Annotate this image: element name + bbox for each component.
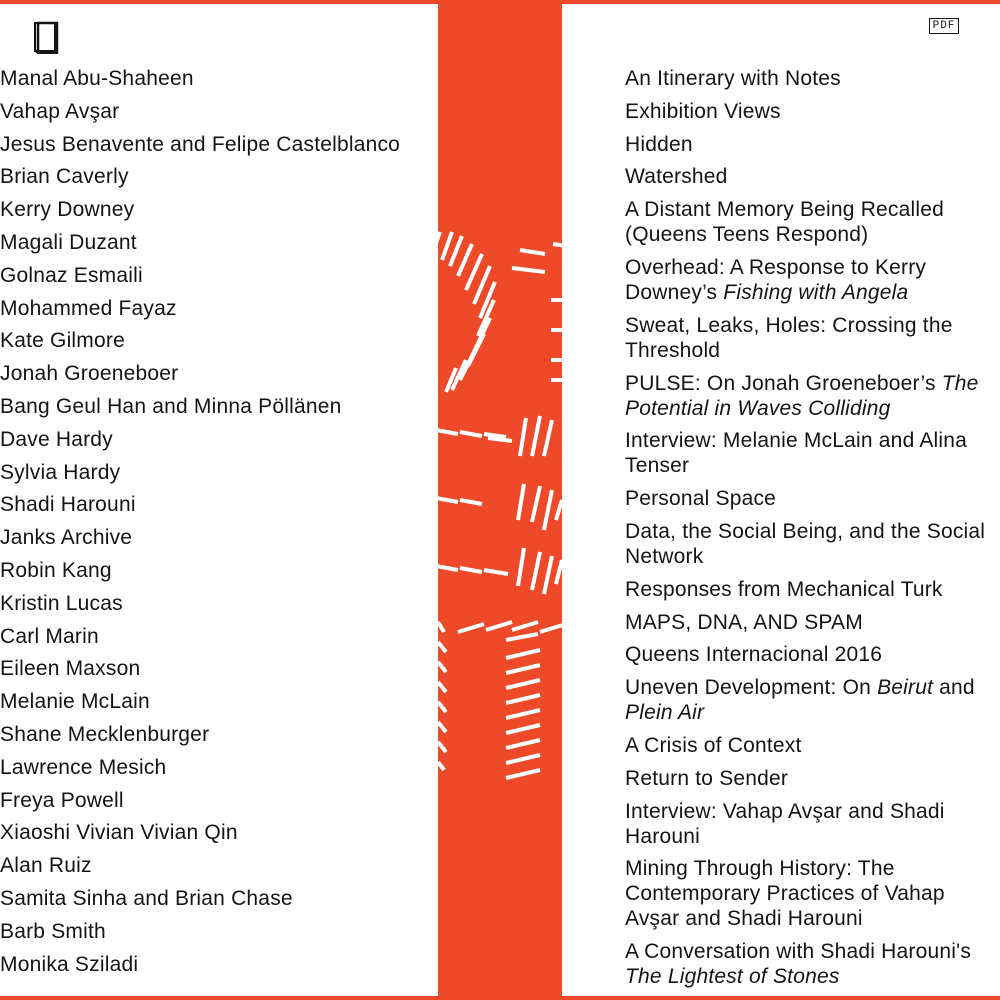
hatch-stroke bbox=[438, 702, 446, 712]
hatch-stroke bbox=[532, 486, 540, 522]
artist-item[interactable]: Eileen Maxson bbox=[0, 657, 141, 681]
hatch-stroke bbox=[460, 432, 482, 436]
essay-title-italic: The Lightest of Stones bbox=[625, 965, 840, 989]
hatch-stroke bbox=[438, 682, 446, 692]
artist-item[interactable]: Melanie McLain bbox=[0, 690, 150, 714]
artist-list bbox=[0, 66, 420, 984]
hatch-stroke bbox=[436, 430, 458, 434]
artist-item[interactable]: Carl Marin bbox=[0, 624, 99, 648]
essay-title-text: Uneven Development: On bbox=[625, 676, 878, 700]
hatch-stroke bbox=[466, 254, 482, 290]
hatch-stroke bbox=[506, 725, 540, 733]
artist-item[interactable]: Sylvia Hardy bbox=[0, 460, 121, 484]
artist-item[interactable]: Jesus Benavente and Felipe Castelblanco bbox=[0, 132, 401, 156]
essay-item[interactable] bbox=[625, 313, 1000, 363]
essay-item[interactable] bbox=[625, 486, 1000, 511]
hatch-stroke bbox=[438, 642, 446, 652]
hatch-stroke bbox=[438, 762, 444, 770]
artist-item[interactable]: Vahap Avşar bbox=[0, 99, 120, 123]
essay-title-text: Watershed bbox=[625, 165, 728, 189]
hatch-stroke bbox=[520, 418, 526, 456]
essay-title-text: Mining Through History: The Contemporary Practices of Vahap Avşar and Shadi Harouni bbox=[625, 857, 945, 931]
essay-item[interactable] bbox=[625, 610, 1000, 635]
artist-item[interactable]: Mohammed Fayaz bbox=[0, 296, 177, 320]
essay-title-italic: Beirut bbox=[877, 676, 934, 700]
artist-item[interactable]: Brian Caverly bbox=[0, 165, 129, 189]
hatch-stroke bbox=[436, 566, 458, 570]
essay-title-italic: Fishing with Angela bbox=[723, 280, 909, 304]
essay-title-text: Overhead: A Response to Kerry Downey’s bbox=[625, 255, 927, 304]
essay-item[interactable] bbox=[625, 99, 1000, 124]
essay-item[interactable] bbox=[625, 733, 1000, 758]
hatch-stroke bbox=[506, 680, 540, 688]
hatch-stroke bbox=[518, 484, 524, 520]
hatch-stroke bbox=[556, 500, 562, 520]
artist-item[interactable]: Kristin Lucas bbox=[0, 591, 123, 615]
artist-item[interactable]: Golnaz Esmaili bbox=[0, 263, 143, 287]
essay-item[interactable] bbox=[625, 642, 1000, 667]
essay-item[interactable] bbox=[625, 675, 1000, 725]
hatch-stroke bbox=[506, 755, 540, 763]
essay-item[interactable] bbox=[625, 856, 1000, 931]
artist-item[interactable]: Barb Smith bbox=[0, 919, 106, 943]
hatch-stroke bbox=[506, 770, 540, 778]
artist-item[interactable]: Lawrence Mesich bbox=[0, 755, 167, 779]
essay-item[interactable] bbox=[625, 132, 1000, 157]
hatch-stroke bbox=[506, 650, 540, 658]
essay-item[interactable] bbox=[625, 371, 1000, 421]
essay-title-text: Responses from Mechanical Turk bbox=[625, 577, 943, 601]
hatch-stroke bbox=[532, 416, 540, 456]
essay-title-text: A Conversation with Shadi Harouni's bbox=[625, 940, 972, 964]
essay-title-text: Sweat, Leaks, Holes: Crossing the Threshold bbox=[625, 313, 953, 362]
artist-item[interactable]: Monika Sziladi bbox=[0, 952, 139, 976]
essay-item[interactable] bbox=[625, 577, 1000, 602]
essay-item[interactable] bbox=[625, 66, 1000, 91]
hatch-stroke bbox=[436, 498, 458, 502]
essay-title-text: Interview: Melanie McLain and Alina Tenser bbox=[625, 429, 968, 478]
hatch-stroke bbox=[438, 622, 444, 632]
artist-item[interactable]: Samita Sinha and Brian Chase bbox=[0, 886, 293, 910]
hatch-stroke bbox=[458, 624, 484, 632]
artist-item[interactable]: Shane Mecklenburger bbox=[0, 722, 210, 746]
hatch-stroke bbox=[488, 438, 512, 441]
hatch-stroke bbox=[438, 722, 446, 732]
hatch-stroke bbox=[484, 570, 508, 574]
essay-title-italic: Plein Air bbox=[625, 701, 705, 725]
top-border bbox=[0, 0, 1000, 4]
hatch-stroke bbox=[544, 420, 552, 456]
hatch-stroke bbox=[544, 490, 552, 530]
essay-item[interactable] bbox=[625, 939, 1000, 989]
artist-item[interactable]: Alan Ruiz bbox=[0, 854, 92, 878]
hatch-stroke bbox=[438, 662, 446, 672]
hatch-stroke bbox=[532, 552, 540, 590]
essay-title-text: PULSE: On Jonah Groeneboer’s bbox=[625, 371, 942, 395]
hatch-stroke bbox=[506, 710, 540, 718]
essay-title-text: Queens Internacional 2016 bbox=[625, 643, 883, 667]
essay-item[interactable] bbox=[625, 766, 1000, 791]
hatch-stroke bbox=[460, 500, 482, 504]
artist-item[interactable]: Kate Gilmore bbox=[0, 329, 125, 353]
artist-item[interactable]: Janks Archive bbox=[0, 526, 133, 550]
hatch-stroke bbox=[544, 556, 552, 594]
artist-item[interactable]: Shadi Harouni bbox=[0, 493, 136, 517]
artists-panel bbox=[0, 4, 437, 996]
hatch-stroke bbox=[438, 742, 446, 752]
essay-item[interactable] bbox=[625, 164, 1000, 189]
essay-title-text: and bbox=[933, 676, 975, 700]
artist-item[interactable]: Robin Kang bbox=[0, 558, 112, 582]
hatch-stroke bbox=[506, 634, 538, 640]
essay-item[interactable] bbox=[625, 519, 1000, 569]
essay-title-text: Personal Space bbox=[625, 487, 777, 511]
bottom-border bbox=[0, 996, 1000, 1000]
essays-panel bbox=[563, 4, 1000, 996]
hatch-stroke bbox=[484, 434, 506, 437]
essay-item[interactable] bbox=[625, 255, 1000, 305]
hatch-stroke bbox=[486, 622, 512, 630]
hatch-stroke bbox=[460, 568, 482, 572]
essay-title-text: Return to Sender bbox=[625, 766, 789, 790]
essay-item[interactable] bbox=[625, 428, 1000, 478]
artist-item[interactable]: Dave Hardy bbox=[0, 427, 113, 451]
essay-title-italic: The Potential in Waves Colliding bbox=[625, 371, 979, 420]
hatch-stroke bbox=[458, 244, 472, 276]
artist-item[interactable]: Kerry Downey bbox=[0, 198, 135, 222]
artist-item[interactable]: Xiaoshi Vivian Vivian Qin bbox=[0, 821, 238, 845]
essay-title-text: An Itinerary with Notes bbox=[625, 67, 841, 90]
essay-item[interactable] bbox=[625, 799, 1000, 849]
hatch-stroke bbox=[506, 740, 540, 748]
hatch-stroke bbox=[512, 622, 538, 630]
hatch-stroke bbox=[442, 232, 452, 260]
hatch-stroke bbox=[506, 695, 540, 703]
hatch-stroke bbox=[518, 548, 524, 586]
essay-title-text: A Distant Memory Being Recalled (Queens Teens Respond) bbox=[625, 198, 945, 247]
artist-item[interactable]: Jonah Groeneboer bbox=[0, 362, 179, 386]
essay-title-text: Data, the Social Being, and the Social Network bbox=[625, 519, 986, 568]
essay-title-text: MAPS, DNA, AND SPAM bbox=[625, 610, 863, 634]
artist-item[interactable]: Magali Duzant bbox=[0, 230, 137, 254]
hatch-stroke bbox=[556, 560, 562, 584]
essay-title-text: Hidden bbox=[625, 132, 693, 156]
hatch-stroke bbox=[512, 268, 545, 272]
artist-item[interactable]: Freya Powell bbox=[0, 788, 124, 812]
hatch-stroke bbox=[506, 665, 540, 673]
hatch-stroke bbox=[450, 236, 462, 266]
essay-item[interactable] bbox=[625, 197, 1000, 247]
book-icon[interactable] bbox=[33, 20, 59, 54]
artist-item[interactable]: Manal Abu-Shaheen bbox=[0, 67, 194, 90]
artist-item[interactable]: Bang Geul Han and Minna Pöllänen bbox=[0, 394, 342, 418]
essay-title-text: Exhibition Views bbox=[625, 99, 781, 123]
essay-title-text: A Crisis of Context bbox=[625, 733, 802, 757]
essay-title-text: Interview: Vahap Avşar and Shadi Harouni bbox=[625, 799, 945, 848]
hatch-stroke bbox=[520, 250, 545, 254]
pdf-button[interactable]: PDF bbox=[929, 18, 959, 34]
essay-list bbox=[625, 66, 1000, 996]
